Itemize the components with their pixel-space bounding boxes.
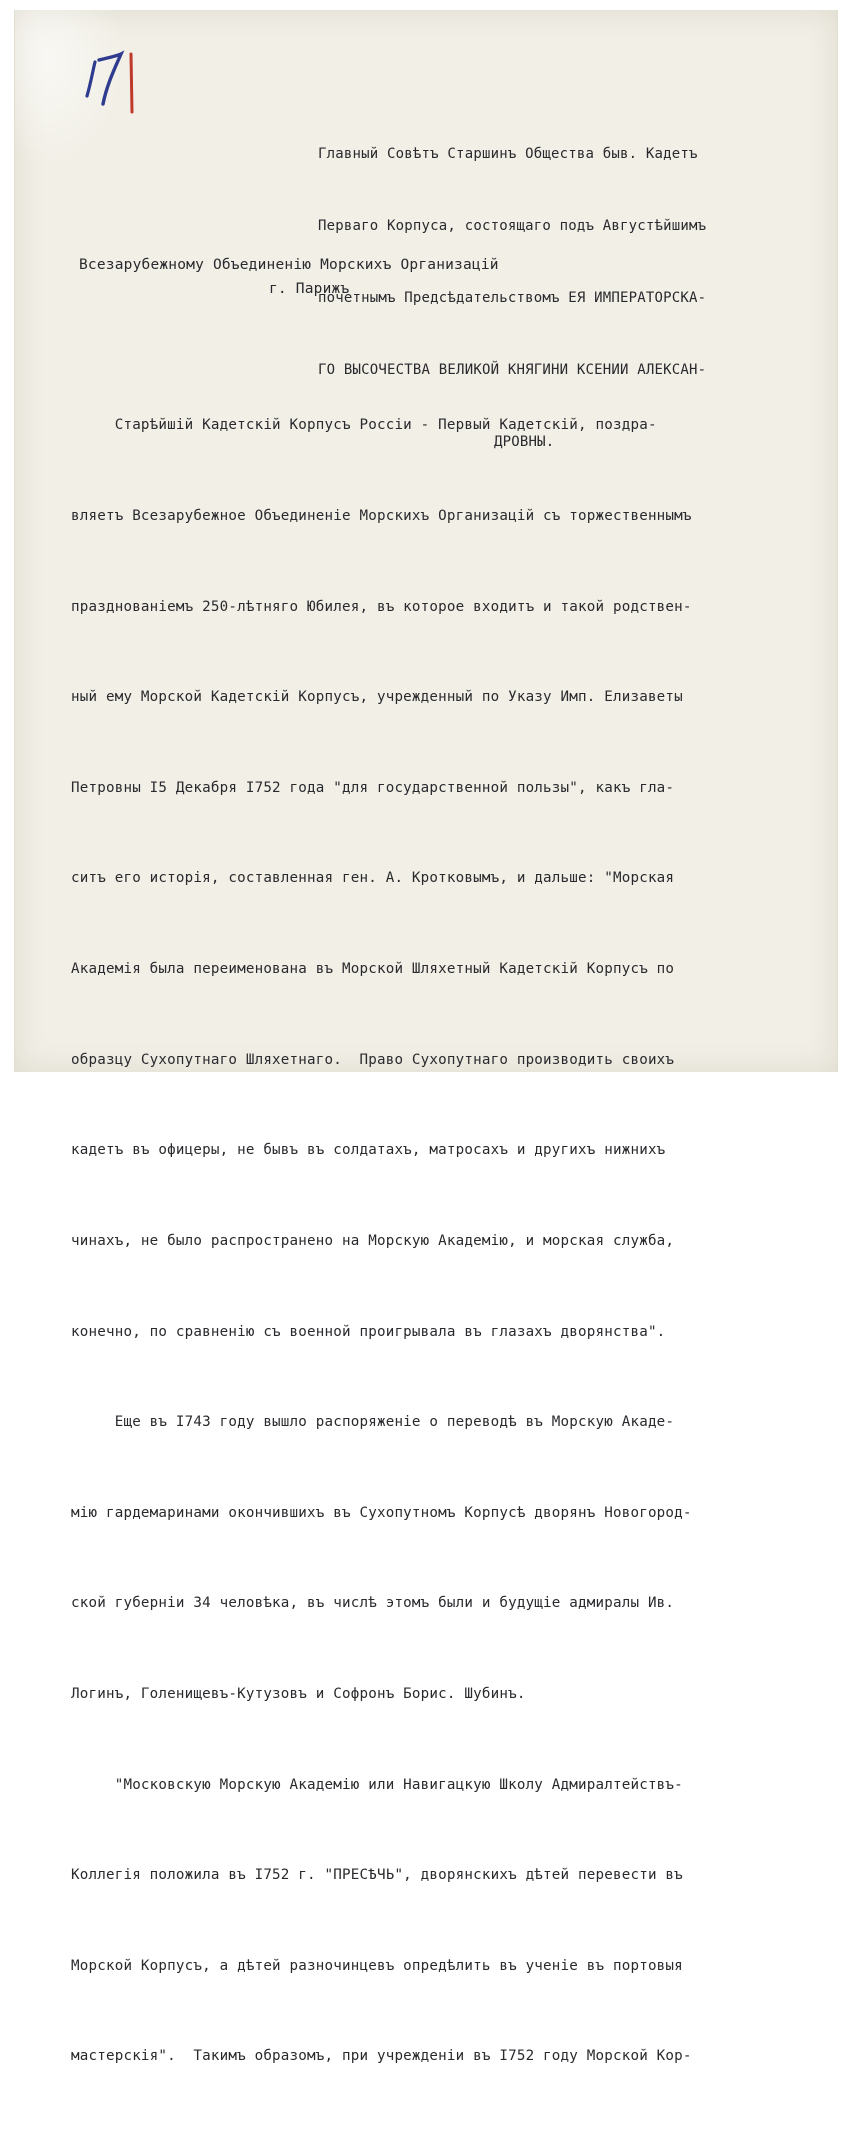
body-line: Морской Корпусъ, а дѣтей разночинцевъ опредѣлить въ ученiе въ портовыя	[71, 1957, 683, 1974]
header-line: почетнымъ Предсѣдательствомъ ЕЯ ИМПЕРАТОРСКА-	[318, 290, 707, 306]
body-line: ситъ его исторiя, составленная ген. А. Кротковымъ, и дальше: "Морская	[71, 870, 675, 887]
body-line: празднованiемъ 250-лѣтняго Юбилея, въ которое входитъ и такой родствен-	[71, 598, 692, 615]
body-line: ской губернiи 34 человѣка, въ числѣ этомъ были и будущiе адмиралы Ив.	[71, 1595, 675, 1612]
body-line: конечно, по сравненiю съ военной проигрывала въ глазахъ дворянства".	[71, 1323, 666, 1340]
body-line: ный ему Морской Кадетскiй Корпусъ, учрежденный по Указу Имп. Елизаветы	[71, 689, 683, 706]
body-line: вляетъ Всезарубежное Объединенiе Морскихъ Организацiй съ торжественнымъ	[71, 508, 692, 525]
header-line: Перваго Корпуса, состоящаго подъ Августѣйшимъ	[318, 218, 707, 234]
body-line: Академiя была переименована въ Морской Шляхетный Кадетскiй Корпусъ по	[71, 961, 675, 978]
header-line: Главный Совѣтъ Старшинъ Общества быв. Кадетъ	[318, 146, 698, 162]
body-line: кадетъ въ офицеры, не бывъ въ солдатахъ, матросахъ и другихъ нижнихъ	[71, 1142, 666, 1159]
letter-body	[71, 350, 811, 2132]
handwritten-number-mark	[73, 40, 143, 120]
body-line: мастерскiя". Такимъ образомъ, при учрежденiи въ I752 году Морской Кор-	[71, 2048, 692, 2065]
document-page	[14, 10, 838, 2065]
body-line: Старѣйшiй Кадетскiй Корпусъ Россiи - Первый Кадетскiй, поздра-	[71, 417, 657, 434]
header-line: ДРОВНЫ.	[494, 434, 555, 450]
body-line: Коллегiя положила въ I752 г. "ПРЕСѢЧЬ", дворянскихъ дѣтей перевести въ	[71, 1867, 683, 1884]
addressee-organization: Всезарубежному Объединенiю Морскихъ Организацiй	[79, 257, 499, 273]
addressee-city: г. Парижъ	[269, 281, 350, 297]
body-line: Петровны I5 Декабря I752 года "для государственной пользы", какъ гла-	[71, 779, 675, 796]
header-line: ГО ВЫСОЧЕСТВА ВЕЛИКОЙ КНЯГИНИ КСЕНИИ АЛЕКСАН-	[318, 362, 707, 378]
body-line: Еще въ I743 году вышло распоряженiе о переводѣ въ Морскую Акаде-	[71, 1414, 675, 1431]
body-line: чинахъ, не было распространено на Морскую Академiю, и морская служба,	[71, 1232, 675, 1249]
body-line: Логинъ, Голенищевъ-Кутузовъ и Софронъ Борис. Шубинъ.	[71, 1685, 526, 1702]
body-line: "Московскую Морскую Академiю или Навигацкую Школу Адмиралтействъ-	[71, 1776, 683, 1793]
body-line: образцу Сухопутнаго Шляхетнаго. Право Сухопутнаго производить своихъ	[71, 1051, 675, 1068]
body-line: мiю гардемаринами окончившихъ въ Сухопутномъ Корпусѣ дворянъ Новогород-	[71, 1504, 692, 1521]
